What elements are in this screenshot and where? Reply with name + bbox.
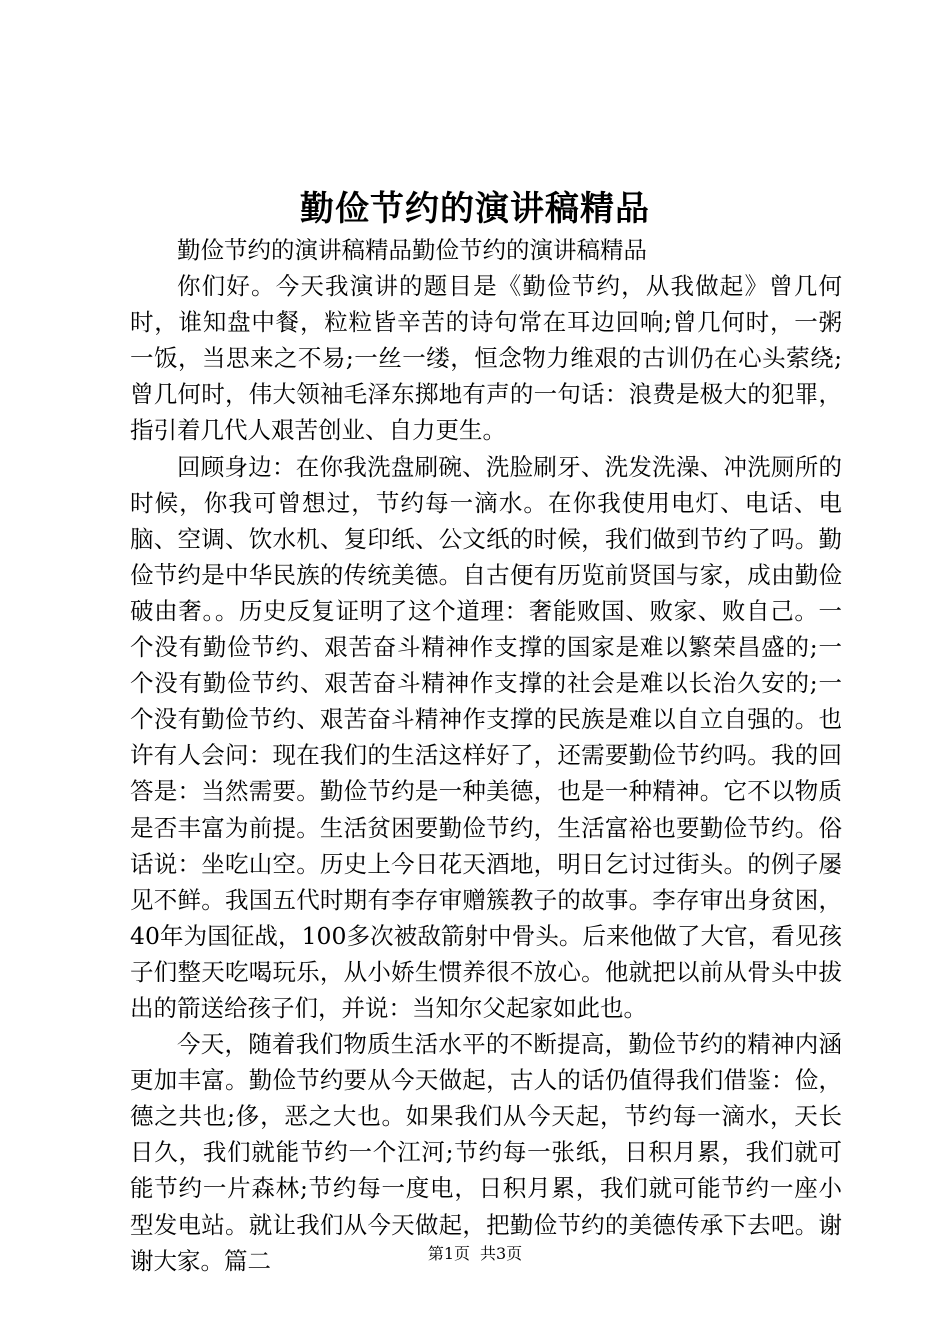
page-number: 第1页 xyxy=(427,1244,470,1263)
paragraph: 回顾身边：在你我洗盘刷碗、洗脸刷牙、洗发洗澡、冲洗厕所的时候，你我可曾想过，节约每一滴水。在你我使用电灯、电话、电脑、空调、饮水机、复印纸、公文纸的时候，我们做到节约了吗。勤俭节约是中华民族的传统美德。自古便有历览前贤国与家，成由勤俭破由奢。。历史反复证明了这个道理：奢能败国、败家、败自己。一个没有勤俭节约、艰苦奋斗精神作支撑的国家是难以繁荣昌盛的;一个没有勤俭节约、艰苦奋斗精神作支撑的社会是难以长治久安的;一个没有勤俭节约、艰苦奋斗精神作支撑的民族是难以自立自强的。也许有人会问：现在我们的生活这样好了，还需要勤俭节约吗。我的回答是：当然需要。勤俭节约是一种美德，也是一种精神。它不以物质是否丰富为前提。生活贫困要勤俭节约，生活富裕也要勤俭节约。俗话说：坐吃山空。历史上今日花天酒地，明日乞讨过街头。的例子屡见不鲜。我国五代时期有李存审赠簇教子的故事。李存审出身贫困，40年为国征战，100多次被敌箭射中骨头。后来他做了大官，看见孩子们整天吃喝玩乐，从小娇生惯养很不放心。他就把以前从骨头中拔出的箭送给孩子们，并说：当知尔父起家如此也。 xyxy=(130,452,842,1022)
document-body xyxy=(130,232,842,1279)
paragraph: 你们好。今天我演讲的题目是《勤俭节约，从我做起》曾几何时，谁知盘中餐，粒粒皆辛苦的诗句常在耳边回响;曾几何时，一粥一饭，当思来之不易;一丝一缕，恒念物力维艰的古训仍在心头萦绕;曾几何时，伟大领袖毛泽东掷地有声的一句话：浪费是极大的犯罪，指引着几代人艰苦创业、自力更生。 xyxy=(130,272,842,445)
page-total: 共3页 xyxy=(480,1244,523,1263)
page-footer xyxy=(0,1243,950,1265)
paragraph: 勤俭节约的演讲稿精品勤俭节约的演讲稿精品 xyxy=(177,236,647,264)
paragraph: 今天，随着我们物质生活水平的不断提高，勤俭节约的精神内涵更加丰富。勤俭节约要从今天做起，古人的话仍值得我们借鉴：俭，德之共也;侈，恶之大也。如果我们从今天起，节约每一滴水，天长日久，我们就能节约一个江河;节约每一张纸，日积月累，我们就可能节约一片森林;节约每一度电，日积月累，我们就可能节约一座小型发电站。就让我们从今天做起，把勤俭节约的美德传承下去吧。谢谢大家。篇二 xyxy=(130,1030,842,1275)
document-title: 勤俭节约的演讲稿精品 xyxy=(300,189,650,229)
